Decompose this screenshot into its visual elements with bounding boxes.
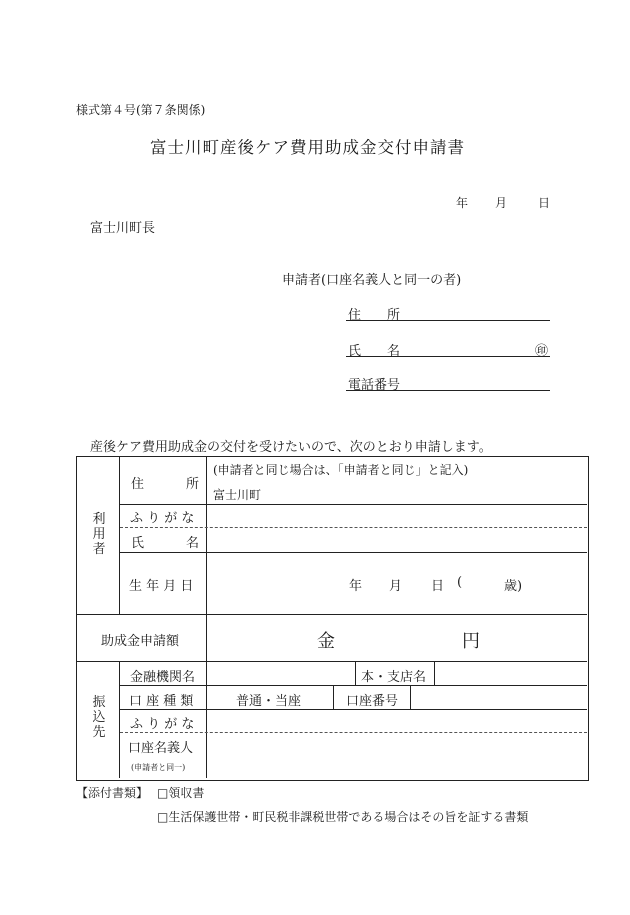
applicant-name-field[interactable] xyxy=(346,338,550,357)
applicant-heading: 申請者(口座名義人と同一の者) xyxy=(282,273,462,288)
transfer-group-label: 振込先 xyxy=(92,695,106,740)
branch-field[interactable] xyxy=(436,664,586,684)
amount-field[interactable] xyxy=(340,620,458,656)
applicant-address-field[interactable] xyxy=(346,302,550,321)
address-prefix: 富士川町 xyxy=(213,488,262,502)
date-day: 日 xyxy=(538,196,551,210)
age-open: ( xyxy=(457,575,463,590)
address-note: (申請者と同じ場合は、「申請者と同じ」と記入) xyxy=(213,463,469,477)
birth-day: 日 xyxy=(431,579,445,594)
attachment-welfare-proof[interactable]: □生活保護世帯・町民税非課税世帯である場合はその旨を証する書類 xyxy=(157,810,529,824)
user-name-field[interactable] xyxy=(208,529,586,551)
amount-unit: 円 xyxy=(462,631,480,652)
holder-name-field[interactable] xyxy=(208,735,586,777)
applicant-phone-label: 電話番号 xyxy=(348,378,401,393)
attachments-heading: 【添付書類】 xyxy=(76,786,149,800)
date-year: 年 xyxy=(456,196,469,210)
applicant-name-label: 氏 名 xyxy=(348,344,401,359)
address-label-2: 所 xyxy=(186,477,200,492)
date-month: 月 xyxy=(495,196,508,210)
account-number-label: 口座番号 xyxy=(346,694,399,709)
branch-label: 本・支店名 xyxy=(361,670,427,685)
form-number: 様式第４号(第７条関係) xyxy=(76,103,206,117)
user-address-field[interactable] xyxy=(270,480,580,502)
age-unit: 歳) xyxy=(504,579,523,594)
birth-year: 年 xyxy=(349,579,363,594)
amount-prefix: 金 xyxy=(317,631,335,652)
holder-label: 口座名義人 xyxy=(128,741,194,756)
user-group-label: 利用者 xyxy=(92,512,106,557)
account-type-value[interactable]: 普通・当座 xyxy=(236,694,302,709)
furigana-label: ふ り が な xyxy=(130,511,195,526)
amount-label: 助成金申請額 xyxy=(101,634,180,649)
bank-field[interactable] xyxy=(208,664,354,684)
account-number-field[interactable] xyxy=(412,688,586,708)
transfer-furigana-field[interactable] xyxy=(208,711,586,731)
addressee: 富士川町長 xyxy=(90,221,156,236)
birth-label: 生 年 月 日 xyxy=(129,579,194,594)
seal-mark: ㊞ xyxy=(535,344,549,359)
birth-month: 月 xyxy=(389,579,403,594)
applicant-phone-field[interactable] xyxy=(346,372,550,391)
holder-note: (申請者と同一) xyxy=(131,763,186,772)
form-title: 富士川町産後ケア費用助成金交付申請書 xyxy=(150,138,465,157)
statement: 産後ケア費用助成金の交付を受けたいので、次のとおり申請します。 xyxy=(90,440,492,455)
birth-date-field[interactable] xyxy=(208,555,586,611)
account-type-label: 口 座 種 類 xyxy=(129,694,194,709)
attachment-receipt[interactable]: □領収書 xyxy=(157,786,205,800)
address-label-1: 住 xyxy=(131,477,145,492)
bank-label: 金融機関名 xyxy=(130,670,196,685)
user-furigana-field[interactable] xyxy=(208,506,586,526)
transfer-furigana-label: ふ り が な xyxy=(130,717,195,732)
applicant-address-label: 住 所 xyxy=(348,308,401,323)
user-name-label-2: 名 xyxy=(186,536,200,551)
user-name-label-1: 氏 xyxy=(131,536,145,551)
